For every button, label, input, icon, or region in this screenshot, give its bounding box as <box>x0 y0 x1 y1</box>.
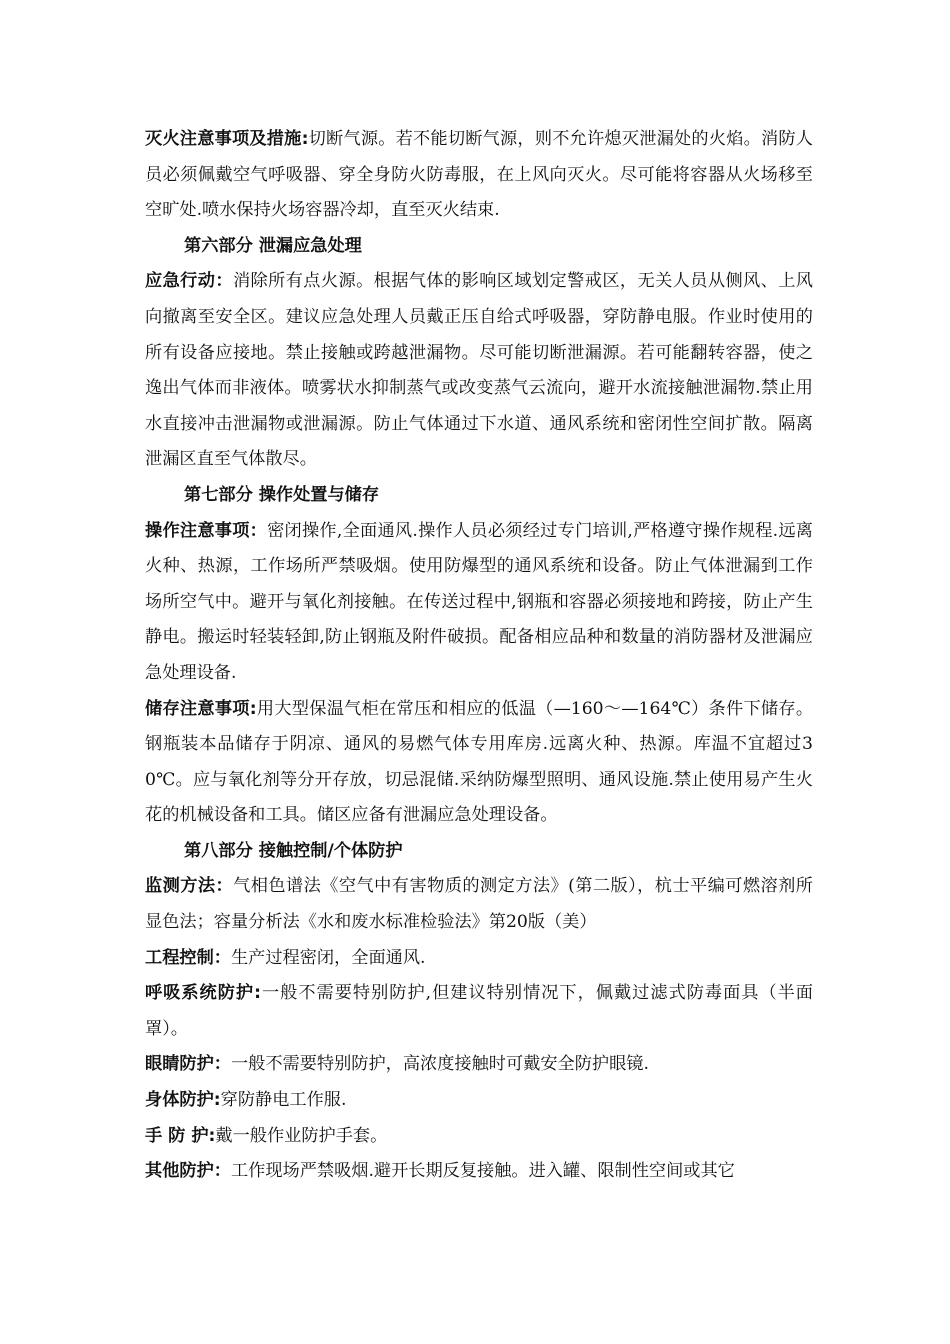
fire-fighting-text: 切断气源。若不能切断气源，则不允许熄灭泄漏处的火焰。消防人员必须佩戴空气呼吸器、穿全身防火防毒服，在上风向灭火。尽可能将容器从火场移至空旷处.喷水保持火场容器冷却，直至灭火结束. <box>145 129 813 221</box>
storage-notes-label: 储存注意事项: <box>145 698 257 719</box>
eye-protection-paragraph <box>145 1047 813 1083</box>
respiratory-protection-text: 一般不需要特别防护,但建议特别情况下，佩戴过滤式防毒面具（半面罩）。 <box>145 983 813 1039</box>
engineering-control-paragraph <box>145 941 813 977</box>
body-protection-paragraph <box>145 1083 813 1119</box>
eye-protection-text: 一般不需要特别防护，高浓度接触时可戴安全防护眼镜. <box>230 1054 649 1075</box>
eye-protection-label: 眼睛防护： <box>145 1054 231 1075</box>
other-protection-label: 其他防护： <box>145 1161 231 1182</box>
fire-fighting-label: 灭火注意事项及措施: <box>145 129 309 149</box>
section-7-heading: 第七部分 操作处置与储存 <box>184 484 380 505</box>
document-page <box>145 122 813 1190</box>
operation-notes-paragraph <box>145 514 813 692</box>
other-protection-text: 工作现场严禁吸烟.避开长期反复接触。进入罐、限制性空间或其它 <box>230 1161 735 1182</box>
hand-protection-label: 手 防 护: <box>145 1125 216 1146</box>
hand-protection-paragraph <box>145 1119 813 1155</box>
engineering-control-label: 工程控制： <box>145 947 231 968</box>
respiratory-protection-paragraph <box>145 976 813 1047</box>
other-protection-paragraph <box>145 1154 813 1190</box>
monitoring-method-label: 监测方法： <box>145 876 234 897</box>
section-6-heading: 第六部分 泄漏应急处理 <box>184 235 362 256</box>
operation-notes-text: 密闭操作,全面通风.操作人员必须经过专门培训,严格遵守操作规程.远离火种、热源，工作场所严禁吸烟。使用防爆型的通风系统和设备。防止气体泄漏到工作场所空气中。避开与氧化剂接触。在传送过程中,钢瓶和容器必须接地和跨接，防止产生静电。搬运时轻装轻卸,防止钢瓶及附件破损。配备相应品种和数量的消防器材及泄漏应急处理设备. <box>145 520 813 683</box>
body-protection-label: 身体防护: <box>145 1090 221 1111</box>
emergency-action-paragraph <box>145 264 813 478</box>
emergency-action-label: 应急行动： <box>145 271 233 292</box>
emergency-action-text: 消除所有点火源。根据气体的影响区域划定警戒区，无关人员从侧风、上风向撤离至安全区。建议应急处理人员戴正压自给式呼吸器，穿防静电服。作业时使用的所有设备应接地。禁止接触或跨越泄漏物。尽可能切断泄漏源。若可能翻转容器，使之逸出气体而非液体。喷雾状水抑制蒸气或改变蒸气云流向，避开水流接触泄漏物.禁止用水直接冲击泄漏物或泄漏源。防止气体通过下水道、通风系统和密闭性空间扩散。隔离泄漏区直至气体散尽。 <box>145 271 813 470</box>
fire-fighting-paragraph <box>145 122 813 229</box>
storage-notes-paragraph <box>145 692 813 834</box>
respiratory-protection-label: 呼吸系统防护: <box>145 983 261 1004</box>
engineering-control-text: 生产过程密闭，全面通风. <box>230 947 426 968</box>
body-protection-text: 穿防静电工作服. <box>220 1090 347 1111</box>
monitoring-method-paragraph <box>145 869 813 940</box>
section-8-heading: 第八部分 接触控制/个体防护 <box>184 840 403 861</box>
operation-notes-label: 操作注意事项： <box>145 520 268 541</box>
monitoring-method-text: 气相色谱法《空气中有害物质的测定方法》(第二版），杭士平编可燃溶剂所显色法；容量分析法《水和废水标准检验法》第20版（美） <box>145 876 813 933</box>
hand-protection-text: 戴一般作业防护手套。 <box>215 1125 388 1146</box>
storage-notes-text: 用大型保温气柜在常压和相应的低温（—160～—164℃）条件下储存。钢瓶装本品储存于阴凉、通风的易燃气体专用库房.远离火种、热源。库温不宜超过30℃。应与氧化剂等分开存放，切忌混储.采纳防爆型照明、通风设施.禁止使用易产生火花的机械设备和工具。储区应备有泄漏应急处理设备。 <box>145 698 814 826</box>
